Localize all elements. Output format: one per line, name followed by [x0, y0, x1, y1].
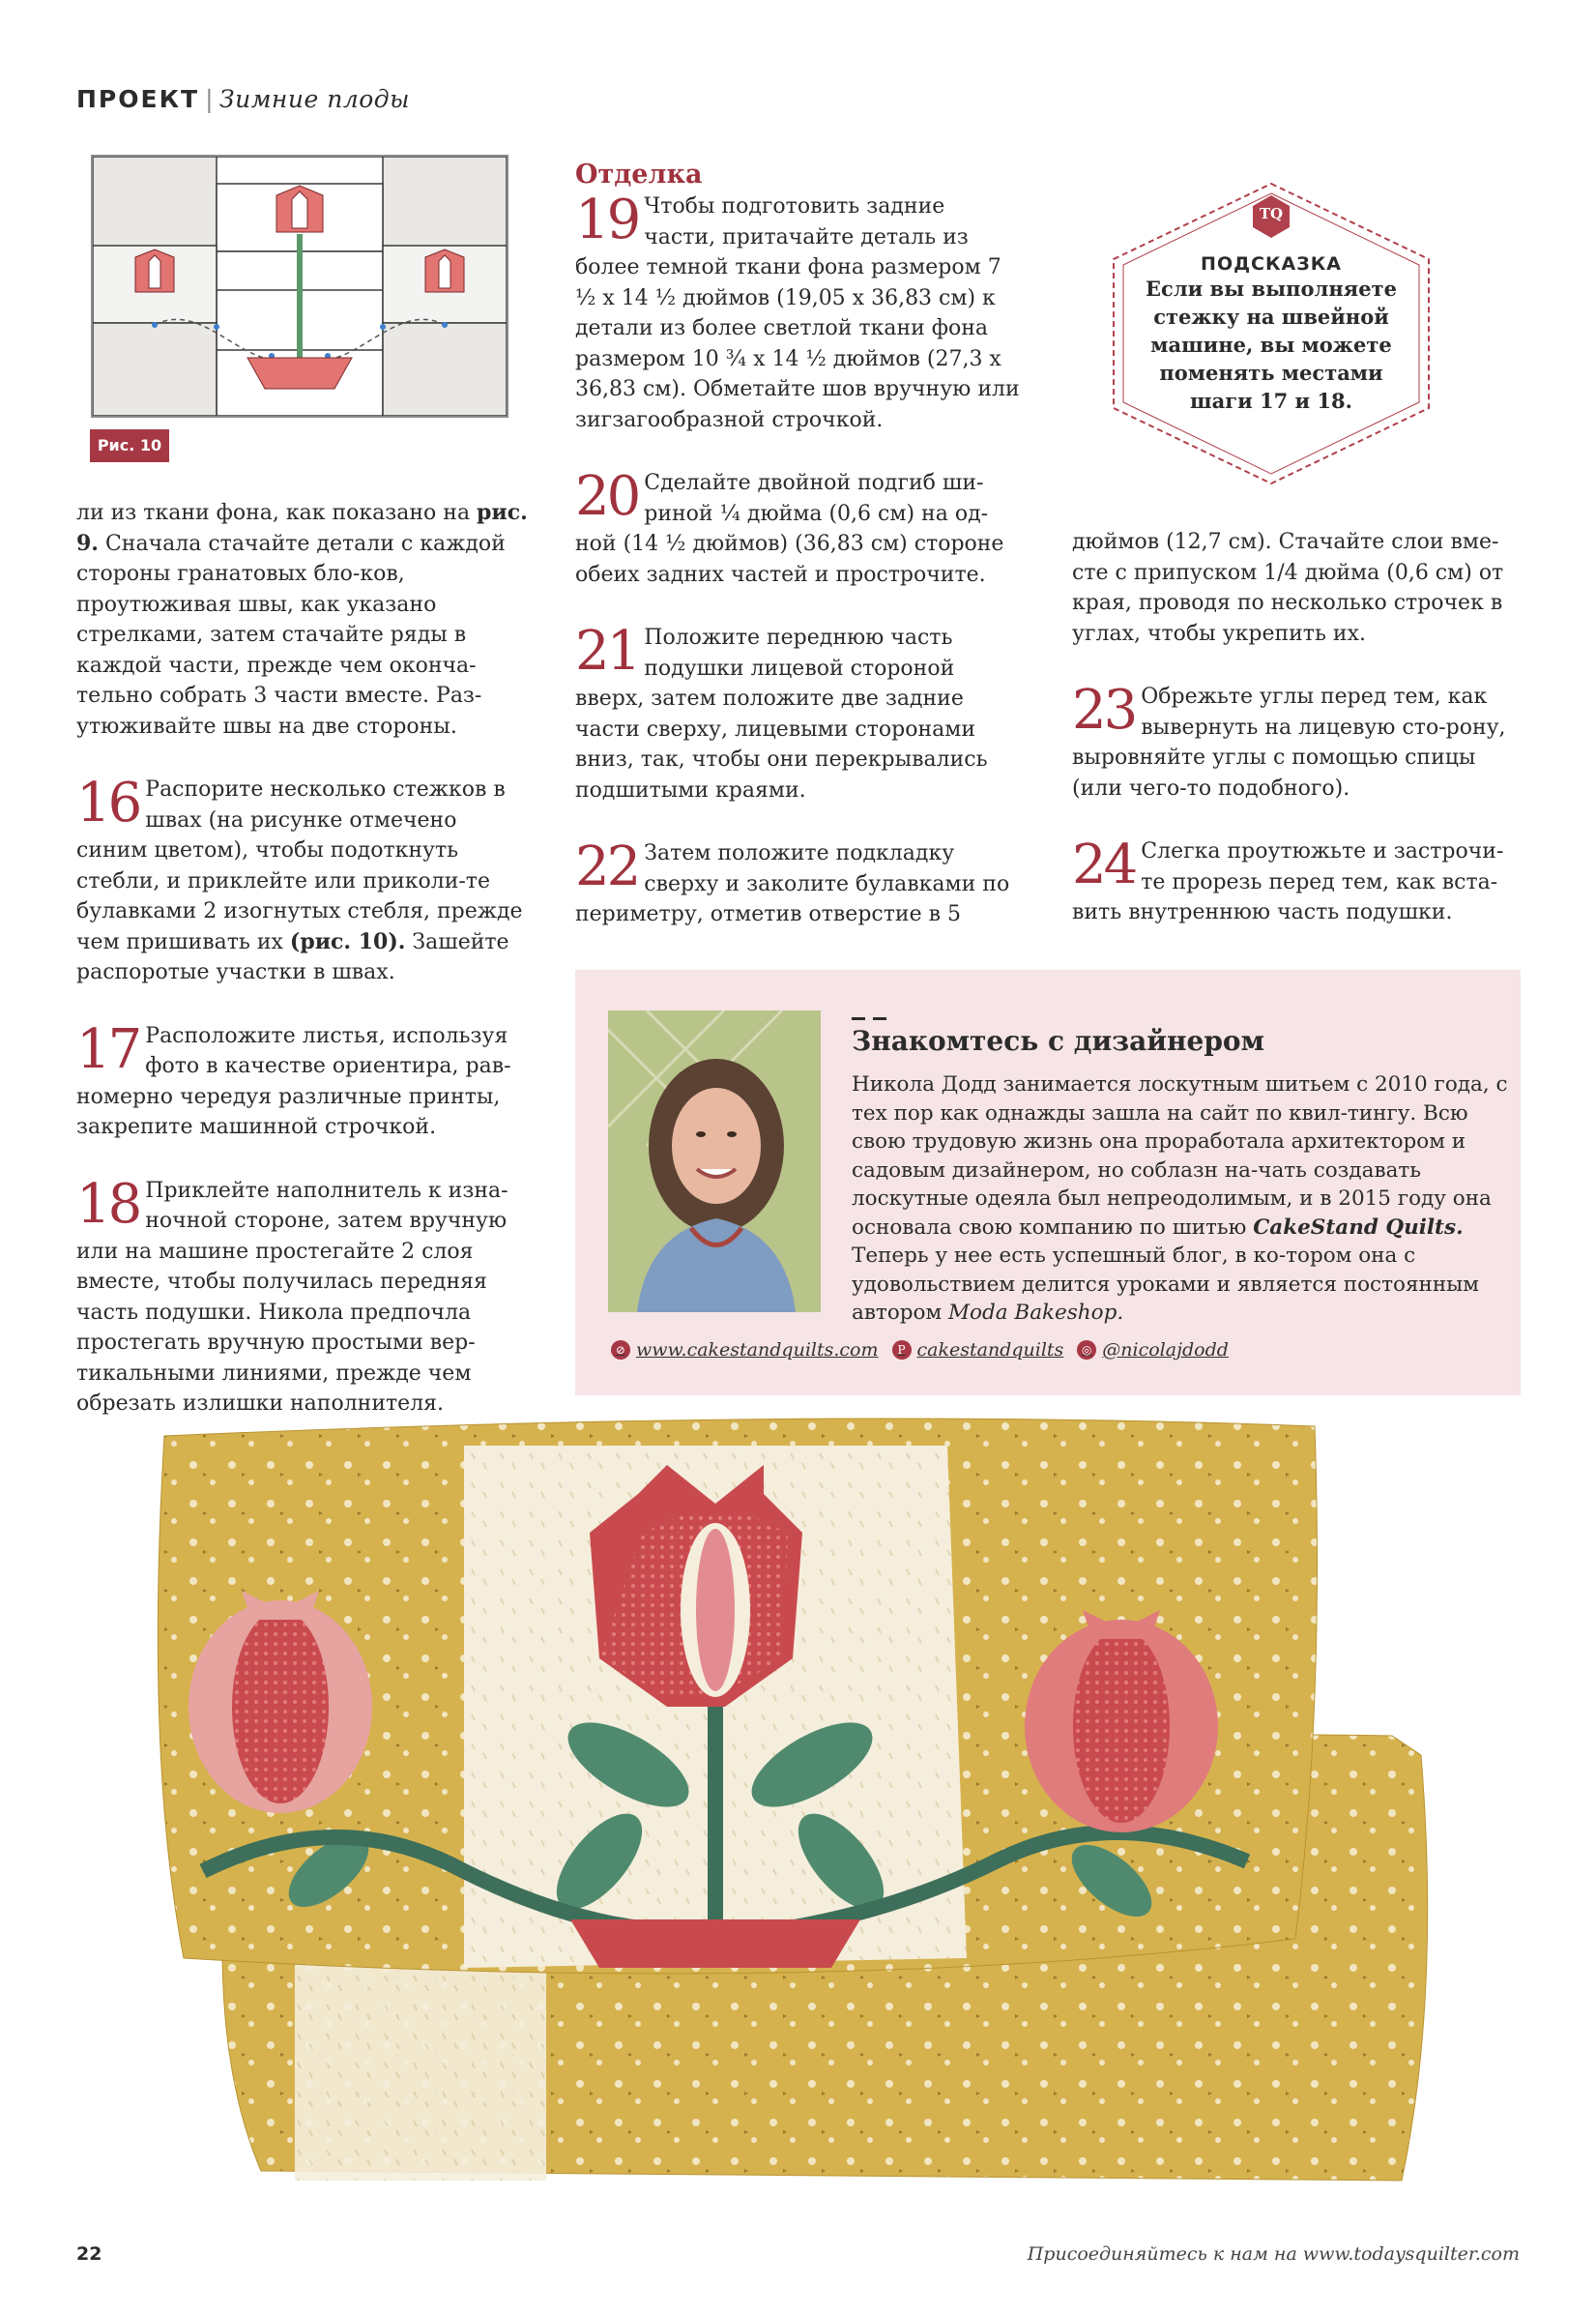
section-heading: Отделка: [575, 160, 703, 190]
bio-text: Никола Додд занимается лоскутным шитьем с 2010 года, с тех пор как однажды зашла на сайт по квил-тингу. Всю свою трудовую жизнь она проработала архитектором и садовым дизайнером, но соблазн на-чать создавать лоскутные одеяла был непреодолимым, и в 2015 году она основала свою компанию по шитью: [852, 1072, 1508, 1240]
pinterest-icon: P: [892, 1340, 912, 1360]
designer-photo: [608, 1010, 821, 1312]
step-text: Обрежьте углы перед тем, как вывернуть на лицевую сто-рону, выровняйте углы с помощью спицы (или чего-то подобного).: [1072, 685, 1506, 801]
step-16: [76, 772, 531, 988]
step-17: [76, 1017, 531, 1143]
tip-content: [1136, 253, 1407, 415]
right-column: [1072, 527, 1526, 928]
running-header: [76, 85, 410, 113]
bio-text-cont: Теперь у нее есть успешный блог, в ко-тором она с удовольствием делится уроками и является постоянным автором: [852, 1244, 1479, 1325]
step-23: [1072, 679, 1526, 804]
block-diagram-svg: [93, 157, 507, 416]
step-text: Сделайте двойной подгиб ши-риной ¼ дюйма (0,6 см) на од-ной (14 ½ дюймов) (36,83 см) стороне обеих задних частей и прострочите.: [575, 471, 1004, 587]
figure-ref: рис. 9.: [76, 500, 528, 556]
section-kicker: ПРОЕКТ: [76, 85, 200, 113]
tq-badge: TQ: [1259, 205, 1284, 222]
step-number: 21: [575, 620, 639, 683]
step-number: 24: [1072, 834, 1136, 896]
step-number: 17: [76, 1017, 140, 1081]
header-separator: |: [205, 85, 215, 113]
designer-title: Знакомтесь с дизайнером: [852, 1025, 1264, 1057]
step-22-continued: дюймов (12,7 см). Стачайте слои вме-сте с припуском 1/4 дюйма (0,6 см) от края, проводя по несколько строчек в углах, чтобы укрепить их.: [1072, 530, 1504, 646]
website-link-text[interactable]: www.cakestandquilts.com: [636, 1339, 879, 1361]
step-text: Слегка проутюжьте и застрочи-те прорезь перед тем, как вста-вить внутреннюю часть подушки.: [1072, 839, 1504, 924]
step-number: 19: [575, 189, 639, 251]
article-title: Зимние плоды: [219, 85, 411, 113]
designer-bio: [852, 1070, 1509, 1328]
brand-name: CakeStand Quilts.: [1253, 1215, 1464, 1240]
step-number: 18: [76, 1172, 140, 1236]
step-number: 20: [575, 465, 639, 528]
step-21: [575, 620, 1020, 805]
instagram-icon: ◎: [1077, 1340, 1096, 1360]
tip-title: ПОДСКАЗКА: [1201, 253, 1342, 275]
step-22: [575, 835, 1020, 930]
pillow-photo: [145, 1417, 1450, 2210]
figure-10-diagram: [91, 155, 508, 418]
brand-name-2: Moda Bakeshop.: [948, 1301, 1124, 1325]
intro-text-cont: Сначала стачайте детали с каждой стороны гранатовых бло-ков, проутюживая швы, как указано стрелками, затем стачайте ряды в каждой части, прежде чем оконча-тельно собрать 3 части вместе. Раз-утюживайте швы на две стороны.: [76, 531, 506, 739]
step-20: [575, 465, 1020, 590]
left-column: [76, 498, 531, 1420]
middle-column: [575, 159, 1020, 930]
step-24: [1072, 836, 1526, 928]
intro-paragraph: [76, 498, 531, 742]
tip-body: Если вы выполняете стежку на швейной машине, вы можете поменять местами шаги 17 и 18.: [1146, 277, 1397, 413]
step-text: Распорите несколько стежков в швах (на рисунке отмечено синим цветом), чтобы подоткнуть стебли, и приклейте или приколи-те булавками 2 изогнутых стебля, прежде чем пришивать их: [76, 777, 523, 954]
step-text: Затем положите подкладку сверху и заколите булавками по периметру, отметив отверстие в 5: [575, 841, 1010, 926]
figure-label: Рис. 10: [90, 429, 169, 462]
instagram-link[interactable]: [1077, 1339, 1229, 1361]
designer-links: [611, 1339, 1229, 1361]
step-19: [575, 191, 1020, 435]
step-number: 16: [76, 772, 140, 834]
step-text: Положите переднюю часть подушки лицевой стороной вверх, затем положите две задние части сверху, лицевыми сторонами вниз, так, чтобы они перекрывались подшитыми краями.: [575, 626, 988, 803]
pinterest-link-text[interactable]: cakestandquilts: [916, 1339, 1064, 1361]
page-number: 22: [76, 2243, 102, 2265]
step-text: Чтобы подготовить задние части, притачайте деталь из более темной ткани фона размером 7 ½ x 14 ½ дюймов (19,05 x 36,83 см) к детали из более светлой ткани фона размером 10 ¾ x 14 ½ дюймов (27,3 x 36,83 см). Обметайте шов вручную или зигзагообразной строчкой.: [575, 194, 1020, 432]
step-text: Расположите листья, используя фото в качестве ориентира, рав-номерно чередуя различные принты, закрепите машинной строчкой.: [76, 1023, 511, 1139]
step-18: [76, 1172, 531, 1420]
step-text-cont: Зашейте распоротые участки в швах.: [76, 929, 509, 984]
intro-text: ли из ткани фона, как показано на: [76, 501, 478, 525]
step-text: Приклейте наполнитель к изна-ночной стороне, затем вручную или на машине простегайте 2 слоя вместе, чтобы получилась передняя часть подушки. Никола предпочла простегать вручную простыми вер-тикальными линиями, прежде чем обрезать излишки наполнителя.: [76, 1178, 508, 1416]
pinterest-link[interactable]: [892, 1339, 1064, 1361]
step-number: 23: [1072, 679, 1136, 742]
footer-tagline: Присоединяйтесь к нам на www.todaysquilter.com: [1027, 2243, 1520, 2265]
figure-ref: (рис. 10).: [289, 928, 406, 954]
website-link[interactable]: [611, 1339, 879, 1361]
step-number: 22: [575, 835, 639, 898]
instagram-link-text[interactable]: @nicolajdodd: [1102, 1339, 1229, 1361]
designer-dash: [852, 1006, 886, 1009]
link-icon: ⊘: [611, 1340, 630, 1360]
